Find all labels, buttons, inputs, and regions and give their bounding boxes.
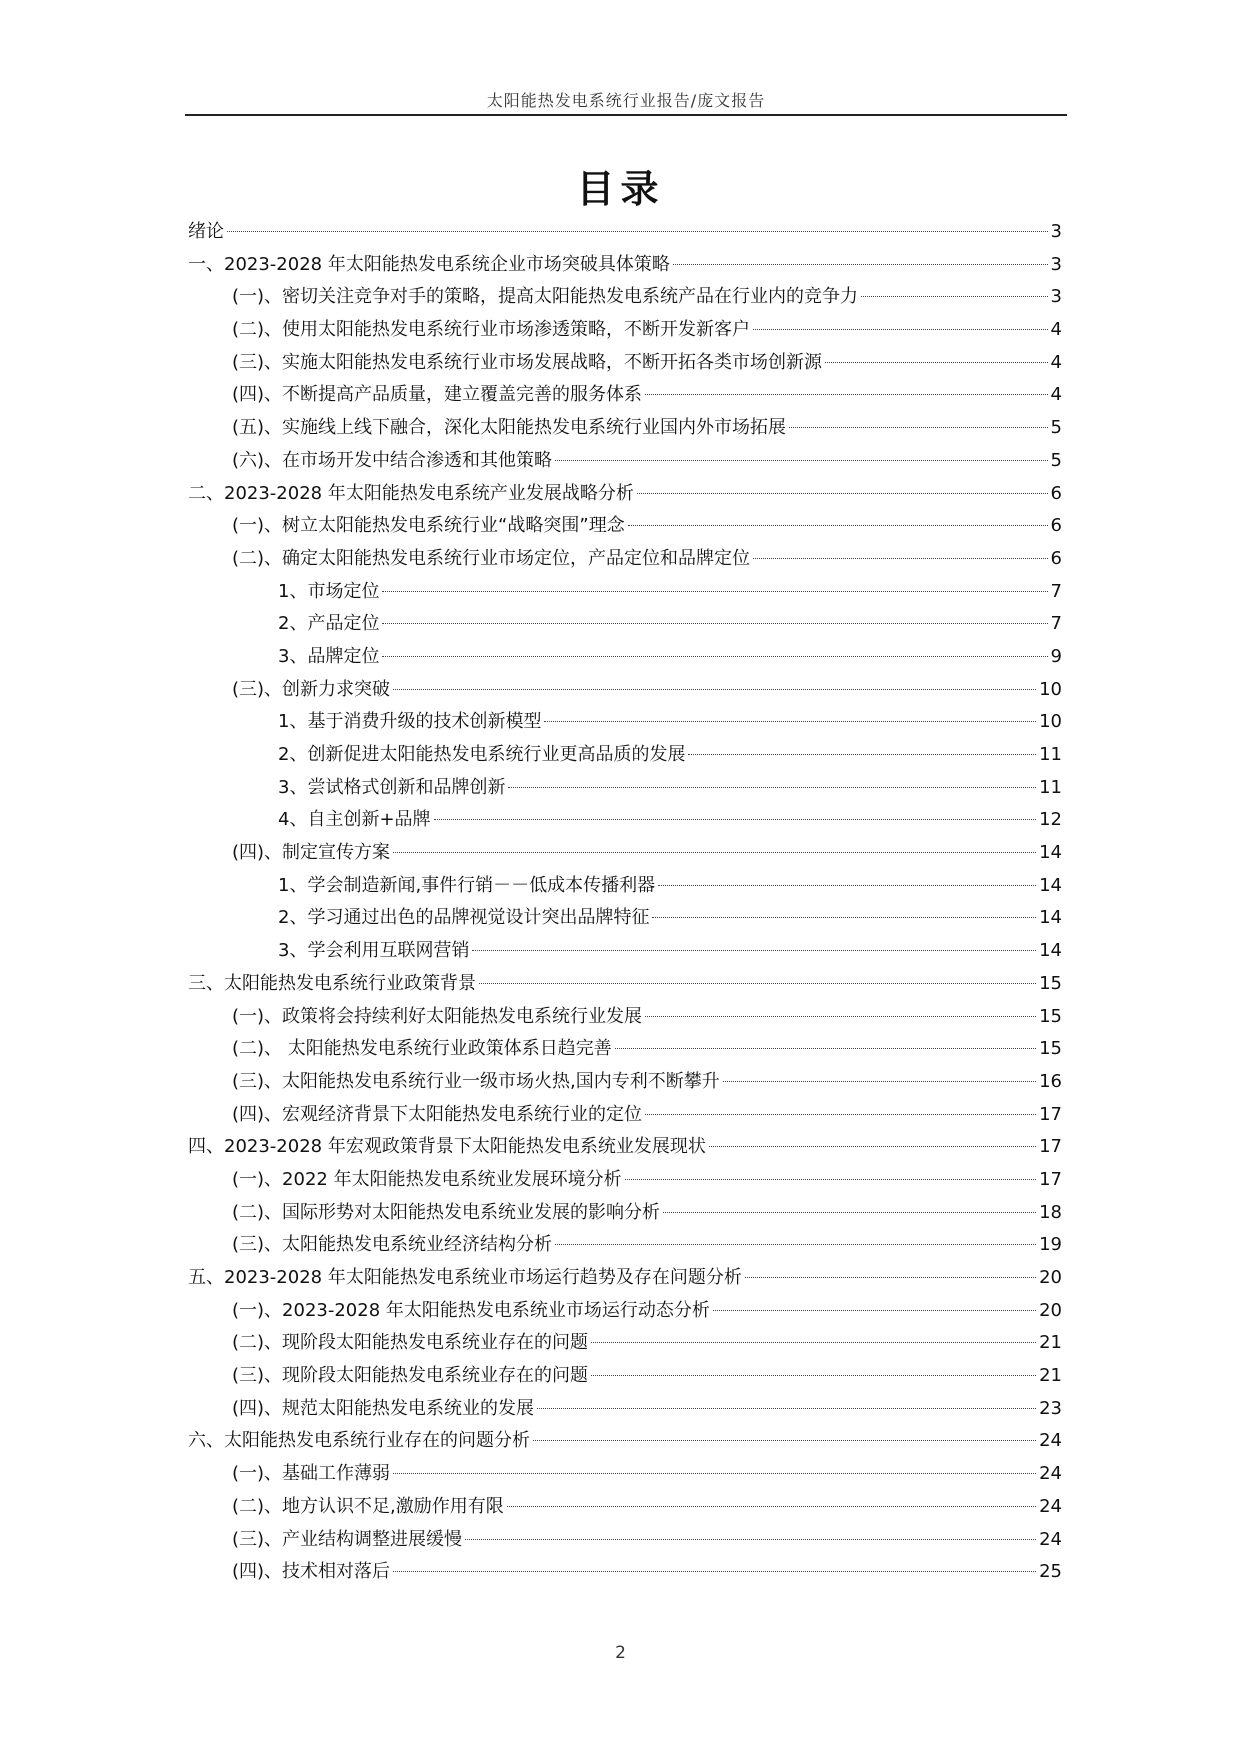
- toc-entry-title: 五、2023-2028 年太阳能热发电系统业市场运行趋势及存在问题分析: [188, 1267, 742, 1288]
- toc-entry[interactable]: [188, 706, 1062, 739]
- toc-entry[interactable]: [188, 641, 1062, 674]
- dot-leader: [479, 983, 1036, 984]
- dot-leader: [533, 1440, 1036, 1441]
- toc-entry-page: 14: [1039, 907, 1062, 929]
- toc-entry[interactable]: [188, 968, 1062, 1001]
- toc-entry[interactable]: [188, 1458, 1062, 1491]
- toc-entry-title: 三、太阳能热发电系统行业政策背景: [188, 972, 476, 994]
- toc-entry-page: 17: [1039, 1136, 1062, 1158]
- dot-leader: [658, 885, 1036, 886]
- toc-entry-page: 15: [1039, 972, 1062, 994]
- toc-entry-page: 16: [1039, 1070, 1062, 1092]
- dot-leader: [709, 1146, 1036, 1147]
- page-number: 2: [615, 1643, 626, 1663]
- toc-entry-title: (一)、2022 年太阳能热发电系统业发展环境分析: [232, 1168, 622, 1190]
- toc-entry-title: (二)、地方认识不足,激励作用有限: [232, 1495, 504, 1517]
- toc-entry[interactable]: [188, 1262, 1062, 1295]
- toc-entry-title: (二)、使用太阳能热发电系统行业市场渗透策略，不断开发新客户: [232, 319, 751, 341]
- toc-entry-title: 四、2023-2028 年宏观政策背景下太阳能热发电系统业发展现状: [188, 1136, 706, 1158]
- toc-entry[interactable]: [188, 445, 1062, 478]
- toc-entry-title: (四)、不断提高产品质量，建立覆盖完善的服务体系: [232, 384, 643, 406]
- toc-entry[interactable]: [188, 1295, 1062, 1328]
- toc-entry[interactable]: [188, 1327, 1062, 1360]
- toc-entry-title: (三)、太阳能热发电系统业经济结构分析: [232, 1234, 553, 1256]
- toc-entry[interactable]: [188, 216, 1062, 249]
- toc-entry-title: (三)、产业结构调整进展缓慢: [232, 1528, 463, 1550]
- toc-entry[interactable]: [188, 1393, 1062, 1426]
- toc-entry-page: 3: [1050, 221, 1062, 242]
- dot-leader: [637, 493, 1048, 494]
- toc-entry-title: (二)、确定太阳能热发电系统行业市场定位，产品定位和品牌定位: [232, 547, 751, 569]
- toc-entry-page: 19: [1039, 1234, 1062, 1256]
- toc-entry[interactable]: [188, 1131, 1062, 1164]
- toc-entry[interactable]: [188, 281, 1062, 314]
- toc-entry-page: 25: [1039, 1561, 1062, 1583]
- toc-entry[interactable]: [188, 543, 1062, 576]
- toc-entry-title: (四)、规范太阳能热发电系统业的发展: [232, 1397, 535, 1419]
- toc-entry[interactable]: [188, 804, 1062, 837]
- toc-entry[interactable]: [188, 1229, 1062, 1262]
- dot-leader: [652, 917, 1036, 918]
- toc-entry-page: 23: [1039, 1397, 1062, 1419]
- toc-entry[interactable]: [188, 1491, 1062, 1524]
- toc-entry[interactable]: [188, 1066, 1062, 1099]
- toc-entry-page: 10: [1039, 711, 1062, 733]
- dot-leader: [713, 1310, 1036, 1311]
- toc-entry-title: (一)、政策将会持续利好太阳能热发电系统行业发展: [232, 1005, 643, 1027]
- toc-entry-title: 六、太阳能热发电系统行业存在的问题分析: [188, 1430, 530, 1452]
- toc-entry-title: (二)、 太阳能热发电系统行业政策体系日趋完善: [232, 1038, 612, 1060]
- dot-leader: [434, 819, 1037, 820]
- dot-leader: [544, 721, 1036, 722]
- toc-entry[interactable]: [188, 1425, 1062, 1458]
- toc-entry-title: (二)、现阶段太阳能热发电系统业存在的问题: [232, 1332, 589, 1354]
- toc-entry-page: 15: [1039, 1038, 1062, 1060]
- toc-entry-title: (二)、国际形势对太阳能热发电系统业发展的影响分析: [232, 1201, 661, 1223]
- toc-entry-page: 11: [1039, 744, 1062, 765]
- dot-leader: [393, 1571, 1036, 1572]
- toc-entry[interactable]: [188, 902, 1062, 935]
- dot-leader: [645, 1114, 1036, 1115]
- toc-entry-title: 2、学习通过出色的品牌视觉设计突出品牌特征: [278, 907, 650, 929]
- toc-entry-page: 24: [1039, 1430, 1062, 1452]
- toc-entry-title: 绪论: [188, 221, 224, 242]
- dot-leader: [645, 1016, 1036, 1017]
- dot-leader: [825, 362, 1048, 363]
- dot-leader: [591, 1342, 1036, 1343]
- toc-entry-page: 20: [1039, 1267, 1062, 1288]
- toc-entry-title: 1、市场定位: [278, 580, 380, 602]
- table-of-contents: [188, 216, 1062, 1589]
- dot-leader: [745, 1277, 1036, 1278]
- dot-leader: [753, 329, 1048, 330]
- toc-entry[interactable]: [188, 1001, 1062, 1034]
- dot-leader: [555, 460, 1048, 461]
- toc-entry[interactable]: [188, 772, 1062, 805]
- dot-leader: [861, 296, 1048, 297]
- dot-leader: [382, 623, 1047, 624]
- dot-leader: [393, 1473, 1036, 1474]
- dot-leader: [393, 852, 1036, 853]
- toc-entry-page: 6: [1050, 482, 1062, 504]
- toc-entry-page: 20: [1039, 1299, 1062, 1321]
- toc-entry-page: 6: [1050, 515, 1062, 537]
- toc-entry-title: 4、自主创新+品牌: [278, 809, 431, 831]
- toc-entry-page: 17: [1039, 1168, 1062, 1190]
- toc-entry-title: 一、2023-2028 年太阳能热发电系统企业市场突破具体策略: [188, 253, 670, 275]
- toc-entry-page: 10: [1039, 678, 1062, 700]
- toc-entry[interactable]: [188, 249, 1062, 282]
- toc-entry-title: (六)、在市场开发中结合渗透和其他策略: [232, 449, 553, 471]
- toc-entry[interactable]: [188, 478, 1062, 511]
- dot-leader: [789, 427, 1048, 428]
- dot-leader: [465, 1539, 1036, 1540]
- toc-entry[interactable]: [188, 1556, 1062, 1589]
- toc-entry-title: (三)、太阳能热发电系统行业一级市场火热,国内专利不断攀升: [232, 1070, 720, 1092]
- dot-leader: [663, 1212, 1036, 1213]
- toc-entry[interactable]: [188, 412, 1062, 445]
- dot-leader: [393, 689, 1036, 690]
- toc-entry-page: 4: [1050, 351, 1062, 373]
- page-title: 目录: [576, 167, 665, 211]
- toc-entry-title: 2、产品定位: [278, 613, 380, 635]
- toc-entry[interactable]: [188, 1360, 1062, 1393]
- toc-entry-title: 二、2023-2028 年太阳能热发电系统产业发展战略分析: [188, 482, 634, 504]
- toc-entry-title: (四)、技术相对落后: [232, 1561, 391, 1583]
- toc-entry-page: 3: [1050, 286, 1062, 308]
- toc-entry-page: 7: [1050, 613, 1062, 635]
- toc-entry-title: (四)、制定宣传方案: [232, 842, 391, 864]
- dot-leader: [591, 1375, 1036, 1376]
- running-header: 太阳能热发电系统行业报告/庞文报告: [486, 91, 766, 110]
- toc-entry-page: 15: [1039, 1005, 1062, 1027]
- dot-leader: [753, 558, 1048, 559]
- toc-entry-title: 1、基于消费升级的技术创新模型: [278, 711, 542, 733]
- toc-entry[interactable]: [188, 739, 1062, 772]
- toc-entry-title: (三)、现阶段太阳能热发电系统业存在的问题: [232, 1365, 589, 1387]
- toc-entry[interactable]: [188, 1099, 1062, 1132]
- toc-entry-page: 12: [1039, 809, 1062, 831]
- toc-entry[interactable]: [188, 1197, 1062, 1230]
- toc-entry-page: 4: [1050, 319, 1062, 341]
- dot-leader: [645, 394, 1048, 395]
- toc-entry[interactable]: [188, 1033, 1062, 1066]
- dot-leader: [227, 231, 1048, 232]
- toc-entry-title: 1、学会制造新闻,事件行销－－低成本传播利器: [278, 874, 656, 896]
- toc-entry-page: 14: [1039, 842, 1062, 864]
- toc-entry-page: 9: [1050, 645, 1062, 667]
- toc-entry-page: 17: [1039, 1103, 1062, 1125]
- toc-entry[interactable]: [188, 379, 1062, 412]
- toc-entry-title: (一)、基础工作薄弱: [232, 1463, 391, 1485]
- toc-entry-page: 24: [1039, 1463, 1062, 1485]
- toc-entry-title: (三)、创新力求突破: [232, 678, 391, 700]
- toc-entry[interactable]: [188, 347, 1062, 380]
- toc-entry[interactable]: [188, 1164, 1062, 1197]
- dot-leader: [555, 1244, 1036, 1245]
- toc-entry-page: 24: [1039, 1528, 1062, 1550]
- dot-leader: [508, 787, 1036, 788]
- toc-entry-title: 3、尝试格式创新和品牌创新: [278, 776, 506, 798]
- dot-leader: [723, 1081, 1036, 1082]
- toc-entry-page: 3: [1050, 253, 1062, 275]
- toc-entry[interactable]: [188, 935, 1062, 968]
- dot-leader: [537, 1408, 1036, 1409]
- toc-entry-page: 18: [1039, 1201, 1062, 1223]
- toc-entry[interactable]: [188, 837, 1062, 870]
- toc-entry-page: 21: [1039, 1332, 1062, 1354]
- dot-leader: [628, 525, 1048, 526]
- toc-entry-title: (三)、实施太阳能热发电系统行业市场发展战略，不断开拓各类市场创新源: [232, 351, 823, 373]
- toc-entry-page: 21: [1039, 1365, 1062, 1387]
- header-divider: [185, 114, 1067, 116]
- toc-entry[interactable]: [188, 870, 1062, 903]
- dot-leader: [625, 1179, 1037, 1180]
- toc-entry-title: (一)、2023-2028 年太阳能热发电系统业市场运行动态分析: [232, 1299, 710, 1321]
- toc-entry-title: 2、创新促进太阳能热发电系统行业更高品质的发展: [278, 744, 686, 765]
- toc-entry-title: (四)、宏观经济背景下太阳能热发电系统行业的定位: [232, 1103, 643, 1125]
- toc-entry-page: 11: [1039, 776, 1062, 798]
- toc-entry[interactable]: [188, 314, 1062, 347]
- toc-entry-page: 5: [1050, 417, 1062, 439]
- toc-entry-title: (五)、实施线上线下融合，深化太阳能热发电系统行业国内外市场拓展: [232, 417, 787, 439]
- dot-leader: [615, 1048, 1036, 1049]
- toc-entry-page: 14: [1039, 874, 1062, 896]
- dot-leader: [472, 950, 1036, 951]
- toc-entry-title: 3、品牌定位: [278, 645, 380, 667]
- dot-leader: [673, 264, 1048, 265]
- dot-leader: [688, 754, 1036, 755]
- toc-entry-page: 5: [1050, 449, 1062, 471]
- toc-entry-title: (一)、密切关注竞争对手的策略，提高太阳能热发电系统产品在行业内的竞争力: [232, 286, 859, 308]
- toc-entry[interactable]: [188, 510, 1062, 543]
- dot-leader: [382, 656, 1047, 657]
- toc-entry[interactable]: [188, 1524, 1062, 1557]
- dot-leader: [382, 591, 1047, 592]
- toc-entry-page: 14: [1039, 940, 1062, 962]
- toc-entry-page: 4: [1050, 384, 1062, 406]
- toc-entry[interactable]: [188, 674, 1062, 707]
- toc-entry-page: 24: [1039, 1495, 1062, 1517]
- toc-entry[interactable]: [188, 608, 1062, 641]
- toc-entry-title: 3、学会利用互联网营销: [278, 940, 470, 962]
- toc-entry-page: 7: [1050, 580, 1062, 602]
- dot-leader: [507, 1506, 1036, 1507]
- toc-entry[interactable]: [188, 576, 1062, 609]
- toc-entry-page: 6: [1050, 547, 1062, 569]
- toc-entry-title: (一)、树立太阳能热发电系统行业“战略突围”理念: [232, 515, 625, 537]
